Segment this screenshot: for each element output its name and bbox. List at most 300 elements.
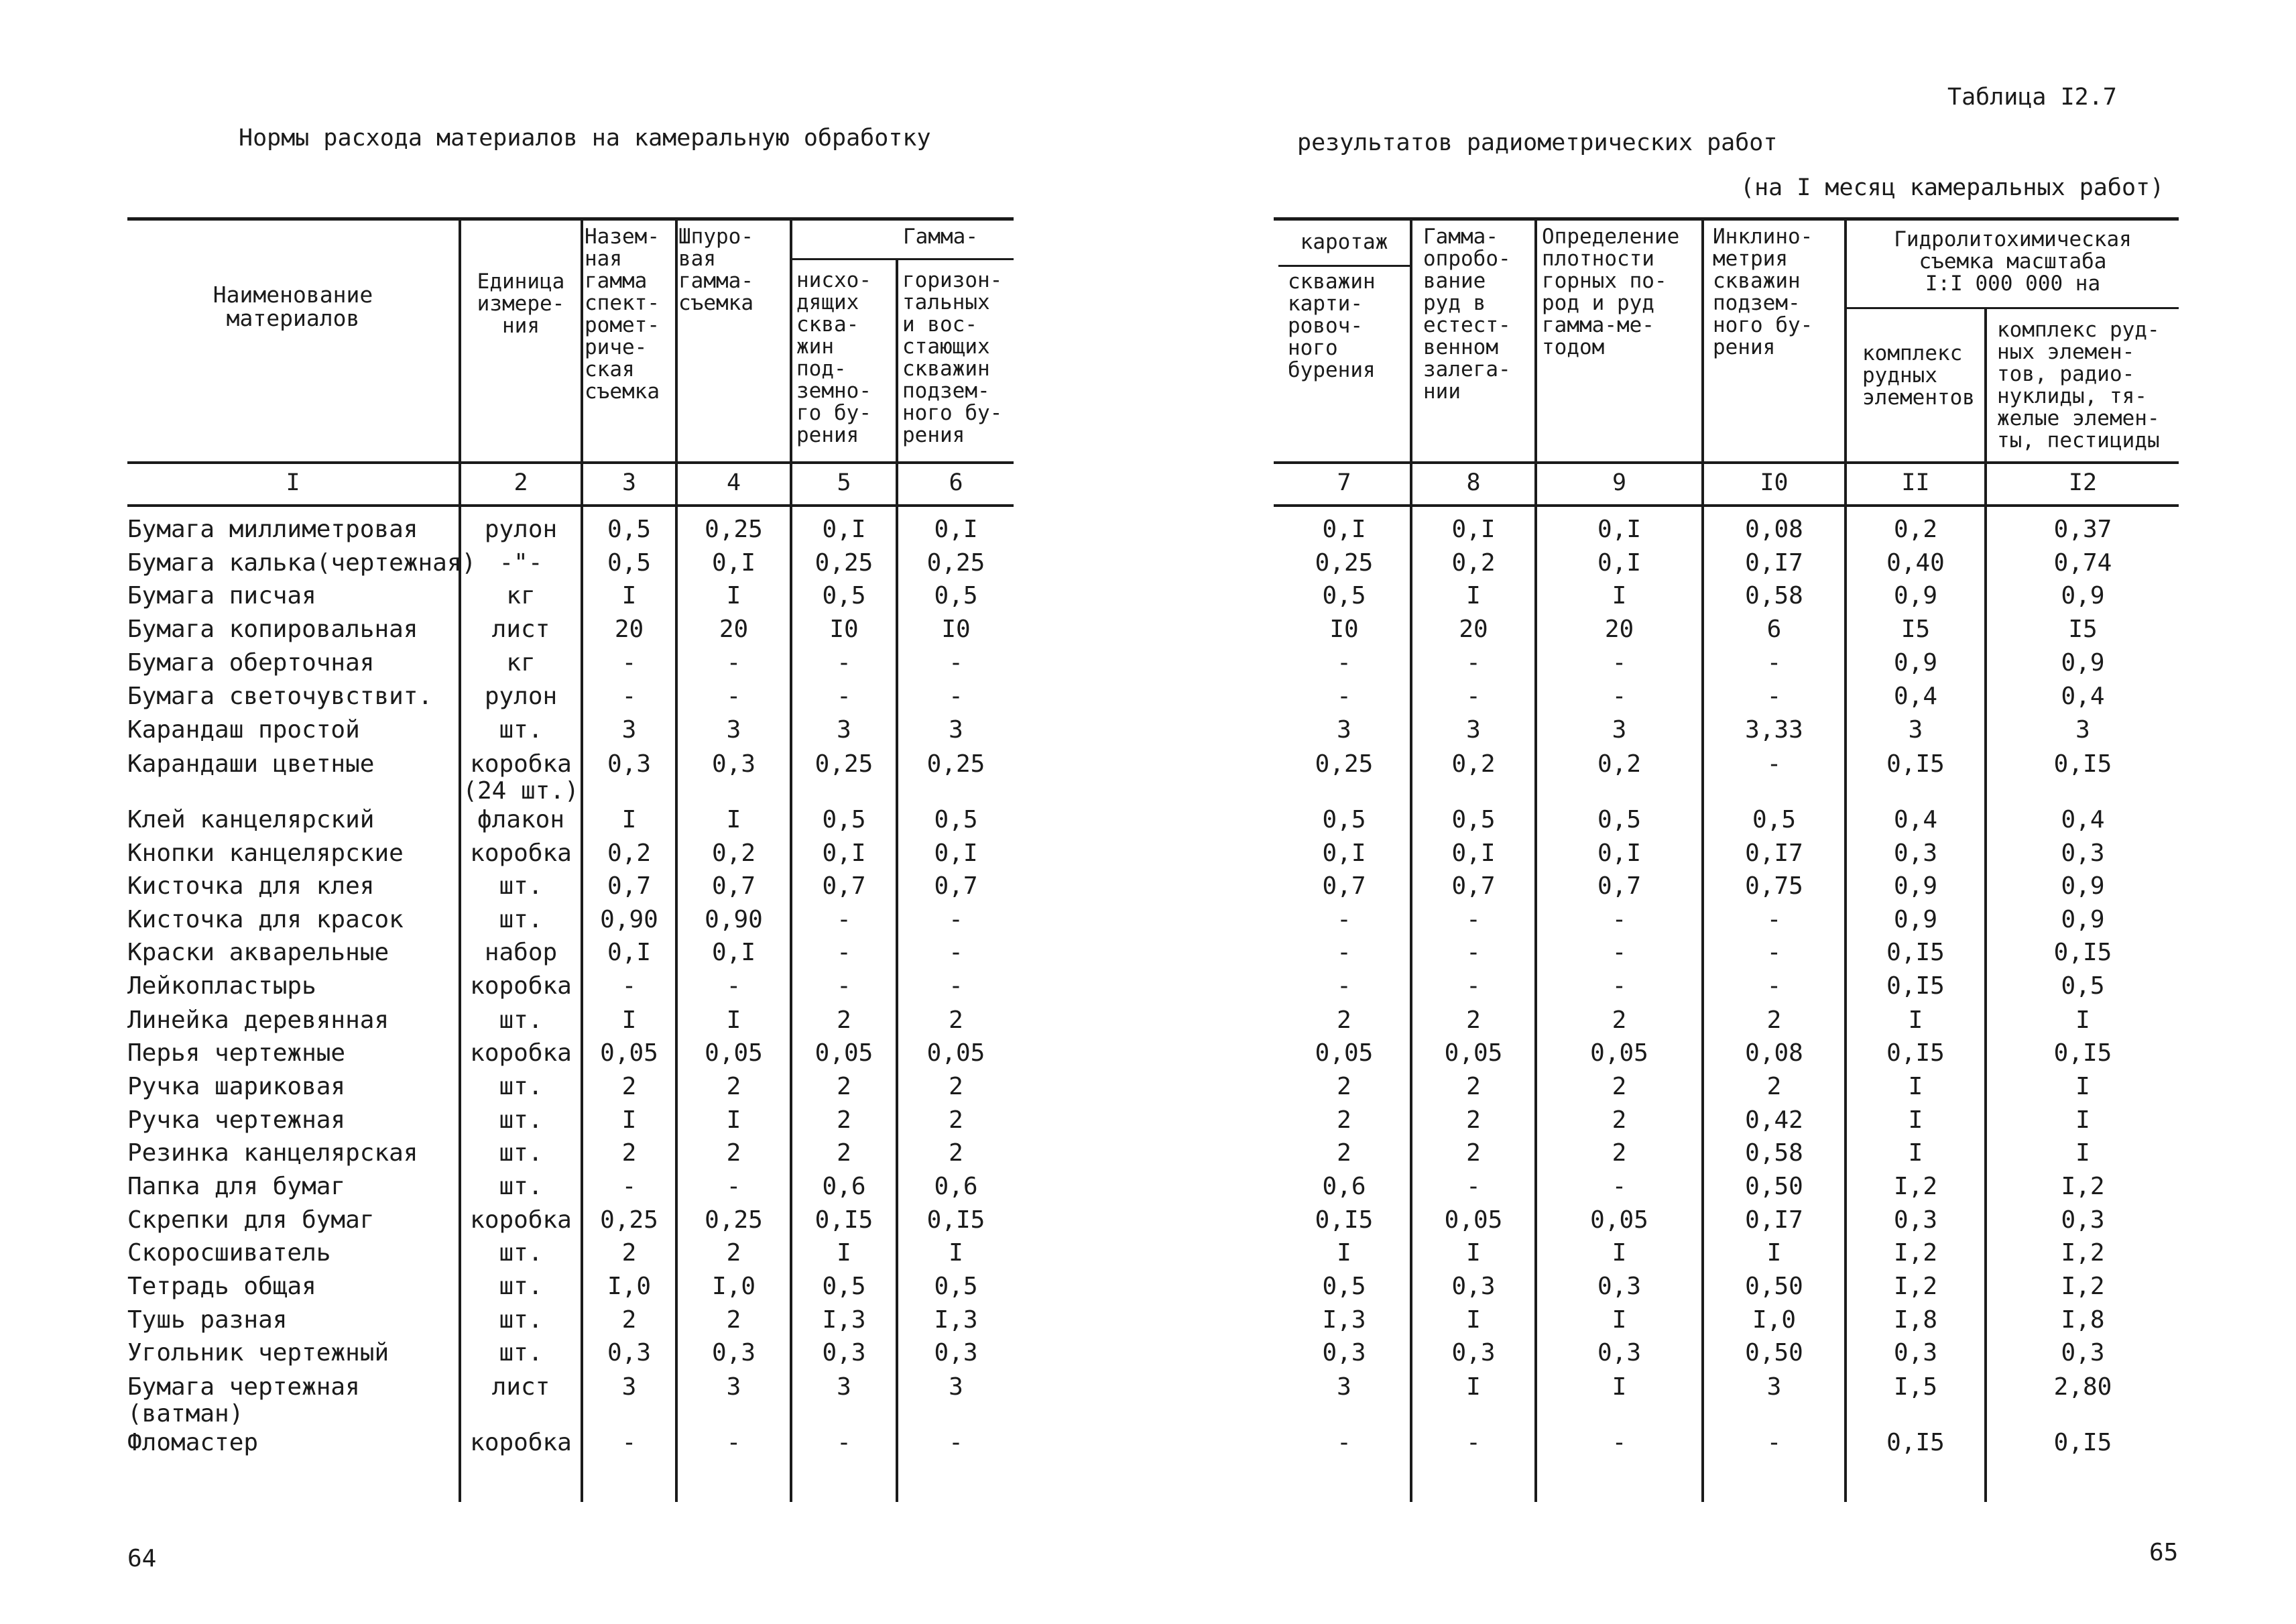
row-27-col-8: - xyxy=(1466,1429,1481,1456)
row-2-col-9: 0,I xyxy=(1597,549,1642,577)
col-number-11: II xyxy=(1901,469,1930,496)
row-18-name: Ручка чертежная xyxy=(127,1106,346,1134)
row-11-col-7: 0,7 xyxy=(1322,872,1366,900)
row-2-name: Бумага калька(чертежная) xyxy=(127,549,477,577)
row-19-name: Резинка канцелярская xyxy=(127,1139,418,1167)
row-17-col-9: 2 xyxy=(1612,1073,1627,1100)
row-13-col-6: - xyxy=(949,939,963,966)
row-5-name: Бумага оберточная xyxy=(127,649,375,677)
row-21-col-6: 0,I5 xyxy=(926,1206,985,1234)
row-6-unit: рулон xyxy=(484,683,558,710)
row-21-col-3: 0,25 xyxy=(600,1206,658,1234)
row-18-unit: шт. xyxy=(499,1106,543,1134)
row-23-col-12: I,2 xyxy=(2061,1273,2105,1300)
left-number-rule xyxy=(127,504,1014,507)
row-5-col-6: - xyxy=(949,649,963,677)
row-15-col-5: 2 xyxy=(837,1006,851,1034)
row-25-col-7: 0,3 xyxy=(1322,1339,1366,1367)
header-hydro: Гидролитохимическая съемка масштаба I:I 000 000 на xyxy=(1894,227,2132,296)
row-25-col-9: 0,3 xyxy=(1597,1339,1642,1367)
header-gamma: Гамма- xyxy=(903,225,978,249)
row-7-col-8: 3 xyxy=(1466,716,1481,744)
row-2-col-5: 0,25 xyxy=(814,549,873,577)
row-18-col-10: 0,42 xyxy=(1745,1106,1803,1134)
left-gamma-rule xyxy=(790,258,1014,260)
row-19-col-8: 2 xyxy=(1466,1139,1481,1167)
row-15-col-10: 2 xyxy=(1766,1006,1782,1034)
row-23-col-5: 0,5 xyxy=(822,1273,866,1300)
row-1-col-4: 0,25 xyxy=(705,516,763,543)
row-24-col-3: 2 xyxy=(621,1306,637,1334)
row-15-name: Линейка деревянная xyxy=(127,1006,389,1034)
row-2-col-7: 0,25 xyxy=(1315,549,1374,577)
row-11-name: Кисточка для клея xyxy=(127,872,375,900)
row-18-col-8: 2 xyxy=(1466,1106,1481,1134)
row-27-col-11: 0,I5 xyxy=(1886,1429,1945,1456)
row-18-col-6: 2 xyxy=(949,1106,963,1134)
row-10-col-11: 0,3 xyxy=(1893,839,1938,867)
row-7-col-6: 3 xyxy=(949,716,963,744)
row-7-name: Карандаш простой xyxy=(127,716,360,744)
row-7-unit: шт. xyxy=(499,716,543,744)
row-23-col-3: I,0 xyxy=(607,1273,652,1300)
row-21-unit: коробка xyxy=(470,1206,572,1234)
row-20-col-8: - xyxy=(1466,1173,1481,1200)
row-27-unit: коробка xyxy=(470,1429,572,1456)
row-20-col-9: - xyxy=(1612,1173,1627,1200)
row-24-col-6: I,3 xyxy=(934,1306,978,1334)
row-19-col-6: 2 xyxy=(949,1139,963,1167)
row-6-col-11: 0,4 xyxy=(1893,683,1938,710)
row-10-col-4: 0,2 xyxy=(711,839,756,867)
row-19-col-10: 0,58 xyxy=(1745,1139,1803,1167)
row-24-col-12: I,8 xyxy=(2061,1306,2105,1334)
row-20-name: Папка для бумаг xyxy=(127,1173,346,1200)
row-10-col-7: 0,I xyxy=(1322,839,1366,867)
row-6-col-7: - xyxy=(1337,683,1351,710)
row-2-col-4: 0,I xyxy=(711,549,756,577)
row-4-col-11: I5 xyxy=(1900,616,1931,643)
row-9-col-8: 0,5 xyxy=(1451,806,1496,833)
row-18-col-11: I xyxy=(1908,1106,1923,1134)
row-16-col-8: 0,05 xyxy=(1444,1039,1503,1067)
row-15-col-7: 2 xyxy=(1337,1006,1351,1034)
row-23-name: Тетрадь общая xyxy=(127,1273,316,1300)
row-4-col-5: I0 xyxy=(829,616,859,643)
row-4-col-4: 20 xyxy=(719,616,749,643)
row-12-name: Кисточка для красок xyxy=(127,906,404,933)
row-17-col-6: 2 xyxy=(949,1073,963,1100)
row-16-col-12: 0,I5 xyxy=(2053,1039,2112,1067)
row-5-col-7: - xyxy=(1337,649,1351,677)
row-22-col-3: 2 xyxy=(621,1239,637,1267)
row-15-col-12: I xyxy=(2075,1006,2090,1034)
row-14-col-10: - xyxy=(1766,972,1782,1000)
row-14-col-8: - xyxy=(1466,972,1481,1000)
row-8-col-4: 0,3 xyxy=(711,750,756,778)
row-20-col-6: 0,6 xyxy=(934,1173,978,1200)
row-3-col-11: 0,9 xyxy=(1893,582,1938,610)
row-20-col-12: I,2 xyxy=(2061,1173,2105,1200)
row-5-col-3: - xyxy=(621,649,637,677)
row-10-col-10: 0,I7 xyxy=(1745,839,1803,867)
header-c8: Гамма- опробо- вание руд в естест- венном залега- нии xyxy=(1423,225,1511,404)
row-20-col-7: 0,6 xyxy=(1322,1173,1366,1200)
row-22-col-12: I,2 xyxy=(2061,1239,2105,1267)
row-14-col-4: - xyxy=(726,972,741,1000)
row-4-col-6: I0 xyxy=(941,616,971,643)
row-19-col-11: I xyxy=(1908,1139,1923,1167)
row-24-col-10: I,0 xyxy=(1752,1306,1797,1334)
row-11-unit: шт. xyxy=(499,872,543,900)
row-3-name: Бумага писчая xyxy=(127,582,316,610)
row-21-col-12: 0,3 xyxy=(2061,1206,2105,1234)
row-3-col-6: 0,5 xyxy=(934,582,978,610)
row-6-col-10: - xyxy=(1766,683,1782,710)
row-13-name: Краски акварельные xyxy=(127,939,389,966)
col-number-10: I0 xyxy=(1760,469,1789,496)
row-8-col-12: 0,I5 xyxy=(2053,750,2112,778)
row-25-col-12: 0,3 xyxy=(2061,1339,2105,1367)
row-15-col-4: I xyxy=(726,1006,741,1034)
row-3-unit: кг xyxy=(506,582,536,610)
title-right: результатов радиометрических работ xyxy=(1297,129,1778,156)
row-16-col-10: 0,08 xyxy=(1745,1039,1803,1067)
row-3-col-7: 0,5 xyxy=(1322,582,1366,610)
row-12-col-11: 0,9 xyxy=(1893,906,1938,933)
row-21-name: Скрепки для бумаг xyxy=(127,1206,375,1234)
row-1-name: Бумага миллиметровая xyxy=(127,516,418,543)
row-16-col-11: 0,I5 xyxy=(1886,1039,1945,1067)
left-header-rule xyxy=(127,461,1014,464)
row-1-col-3: 0,5 xyxy=(607,516,652,543)
row-16-name: Перья чертежные xyxy=(127,1039,346,1067)
row-21-col-8: 0,05 xyxy=(1444,1206,1503,1234)
row-9-unit: флакон xyxy=(477,806,565,833)
row-5-col-12: 0,9 xyxy=(2061,649,2105,677)
row-1-col-9: 0,I xyxy=(1597,516,1642,543)
row-3-col-4: I xyxy=(726,582,741,610)
header-c3: Назем- ная гамма спект- ромет- риче- ская съемка xyxy=(585,225,660,404)
row-8-col-10: - xyxy=(1766,750,1782,778)
row-26-col-3: 3 xyxy=(621,1373,637,1401)
row-10-col-3: 0,2 xyxy=(607,839,652,867)
row-17-col-5: 2 xyxy=(837,1073,851,1100)
row-8-col-8: 0,2 xyxy=(1451,750,1496,778)
row-5-col-4: - xyxy=(726,649,741,677)
row-13-col-11: 0,I5 xyxy=(1886,939,1945,966)
row-26-unit: лист xyxy=(491,1373,550,1401)
row-23-col-8: 0,3 xyxy=(1451,1273,1496,1300)
row-27-col-6: - xyxy=(949,1429,963,1456)
row-16-col-5: 0,05 xyxy=(814,1039,873,1067)
row-8-name: Карандаши цветные xyxy=(127,750,375,778)
row-8-col-9: 0,2 xyxy=(1597,750,1642,778)
row-24-col-4: 2 xyxy=(726,1306,741,1334)
row-1-col-8: 0,I xyxy=(1451,516,1496,543)
row-3-col-8: I xyxy=(1466,582,1481,610)
row-11-col-6: 0,7 xyxy=(934,872,978,900)
row-19-col-3: 2 xyxy=(621,1139,637,1167)
row-23-col-6: 0,5 xyxy=(934,1273,978,1300)
row-21-col-10: 0,I7 xyxy=(1745,1206,1803,1234)
row-17-col-10: 2 xyxy=(1766,1073,1782,1100)
col-number-1: I xyxy=(286,469,300,496)
row-9-col-4: I xyxy=(726,806,741,833)
row-6-col-6: - xyxy=(949,683,963,710)
page-number-right: 65 xyxy=(2149,1539,2179,1566)
header-c5: нисхо- дящих сква- жин под- земно- го бу- рения xyxy=(796,268,871,447)
col-number-8: 8 xyxy=(1466,469,1481,496)
left-top-rule xyxy=(127,217,1014,221)
row-9-col-11: 0,4 xyxy=(1893,806,1938,833)
header-c11: комплекс рудных элементов xyxy=(1862,341,1975,410)
title-left: Нормы расхода материалов на камеральную обработку xyxy=(239,125,931,152)
row-1-col-6: 0,I xyxy=(934,516,978,543)
row-6-col-5: - xyxy=(837,683,851,710)
row-4-col-10: 6 xyxy=(1766,616,1782,643)
row-21-col-9: 0,05 xyxy=(1590,1206,1648,1234)
row-26-col-8: I xyxy=(1466,1373,1481,1401)
row-4-col-9: 20 xyxy=(1604,616,1634,643)
row-20-unit: шт. xyxy=(499,1173,543,1200)
row-27-col-5: - xyxy=(837,1429,851,1456)
row-9-col-12: 0,4 xyxy=(2061,806,2105,833)
row-17-col-12: I xyxy=(2075,1073,2090,1100)
row-10-name: Кнопки канцелярские xyxy=(127,839,404,867)
row-27-col-7: - xyxy=(1337,1429,1351,1456)
row-2-unit: -"- xyxy=(499,549,543,577)
row-5-col-10: - xyxy=(1766,649,1782,677)
row-11-col-8: 0,7 xyxy=(1451,872,1496,900)
row-12-col-5: - xyxy=(837,906,851,933)
row-22-col-6: I xyxy=(949,1239,963,1267)
row-7-col-10: 3,33 xyxy=(1745,716,1803,744)
row-20-col-11: I,2 xyxy=(1893,1173,1938,1200)
row-23-col-10: 0,50 xyxy=(1745,1273,1803,1300)
subtitle: (на I месяц камеральных работ) xyxy=(1740,174,2165,201)
row-12-unit: шт. xyxy=(499,906,543,933)
row-2-col-11: 0,40 xyxy=(1886,549,1945,577)
row-6-col-9: - xyxy=(1612,683,1627,710)
row-15-col-6: 2 xyxy=(949,1006,963,1034)
row-8-col-6: 0,25 xyxy=(926,750,985,778)
row-14-col-6: - xyxy=(949,972,963,1000)
row-13-col-7: - xyxy=(1337,939,1351,966)
row-1-unit: рулон xyxy=(484,516,558,543)
row-6-col-4: - xyxy=(726,683,741,710)
row-14-col-7: - xyxy=(1337,972,1351,1000)
row-11-col-4: 0,7 xyxy=(711,872,756,900)
row-23-unit: шт. xyxy=(499,1273,543,1300)
header-c6: горизон- тальных и вос- стающих скважин подзем- ного бу- рения xyxy=(902,268,1003,447)
row-2-col-10: 0,I7 xyxy=(1745,549,1803,577)
row-7-col-11: 3 xyxy=(1908,716,1923,744)
col-number-5: 5 xyxy=(837,469,851,496)
row-7-col-3: 3 xyxy=(621,716,637,744)
row-11-col-3: 0,7 xyxy=(607,872,652,900)
row-12-col-8: - xyxy=(1466,906,1481,933)
row-11-col-10: 0,75 xyxy=(1745,872,1803,900)
row-12-col-9: - xyxy=(1612,906,1627,933)
col-number-6: 6 xyxy=(949,469,963,496)
row-14-col-5: - xyxy=(837,972,851,1000)
row-16-col-3: 0,05 xyxy=(600,1039,658,1067)
row-13-unit: набор xyxy=(484,939,558,966)
row-4-col-12: I5 xyxy=(2068,616,2098,643)
row-22-col-4: 2 xyxy=(726,1239,741,1267)
header-name: Наименование материалов xyxy=(213,282,373,331)
row-7-col-5: 3 xyxy=(837,716,851,744)
row-14-col-9: - xyxy=(1612,972,1627,1000)
row-24-col-5: I,3 xyxy=(822,1306,866,1334)
row-22-col-10: I xyxy=(1766,1239,1782,1267)
row-10-col-9: 0,I xyxy=(1597,839,1642,867)
row-15-col-11: I xyxy=(1908,1006,1923,1034)
row-17-col-11: I xyxy=(1908,1073,1923,1100)
row-9-col-5: 0,5 xyxy=(822,806,866,833)
row-9-col-9: 0,5 xyxy=(1597,806,1642,833)
row-18-col-5: 2 xyxy=(837,1106,851,1134)
row-6-col-12: 0,4 xyxy=(2061,683,2105,710)
row-12-col-4: 0,90 xyxy=(705,906,763,933)
row-27-col-9: - xyxy=(1612,1429,1627,1456)
row-15-col-9: 2 xyxy=(1612,1006,1627,1034)
row-14-name: Лейкопластырь xyxy=(127,972,316,1000)
row-10-col-12: 0,3 xyxy=(2061,839,2105,867)
row-8-col-5: 0,25 xyxy=(814,750,873,778)
row-27-col-10: - xyxy=(1766,1429,1782,1456)
row-14-col-12: 0,5 xyxy=(2061,972,2105,1000)
row-26-col-12: 2,80 xyxy=(2053,1373,2112,1401)
row-11-col-9: 0,7 xyxy=(1597,872,1642,900)
row-25-name: Угольник чертежный xyxy=(127,1339,389,1367)
row-17-col-8: 2 xyxy=(1466,1073,1481,1100)
row-10-unit: коробка xyxy=(470,839,572,867)
row-22-col-7: I xyxy=(1337,1239,1351,1267)
row-18-col-9: 2 xyxy=(1612,1106,1627,1134)
row-22-col-9: I xyxy=(1612,1239,1627,1267)
col-number-3: 3 xyxy=(621,469,637,496)
row-9-col-10: 0,5 xyxy=(1752,806,1797,833)
row-16-col-7: 0,05 xyxy=(1315,1039,1374,1067)
row-16-col-4: 0,05 xyxy=(705,1039,763,1067)
row-21-col-5: 0,I5 xyxy=(814,1206,873,1234)
row-12-col-12: 0,9 xyxy=(2061,906,2105,933)
row-13-col-5: - xyxy=(837,939,851,966)
row-21-col-7: 0,I5 xyxy=(1315,1206,1374,1234)
row-5-col-9: - xyxy=(1612,649,1627,677)
row-25-col-3: 0,3 xyxy=(607,1339,652,1367)
row-4-col-3: 20 xyxy=(614,616,644,643)
row-25-col-8: 0,3 xyxy=(1451,1339,1496,1367)
row-10-col-5: 0,I xyxy=(822,839,866,867)
row-3-col-3: I xyxy=(621,582,637,610)
row-7-col-9: 3 xyxy=(1612,716,1627,744)
row-12-col-7: - xyxy=(1337,906,1351,933)
header-c4: Шпуро- вая гамма- съемка xyxy=(678,225,753,315)
row-15-col-3: I xyxy=(621,1006,637,1034)
row-21-col-4: 0,25 xyxy=(705,1206,763,1234)
row-1-col-5: 0,I xyxy=(822,516,866,543)
row-1-col-7: 0,I xyxy=(1322,516,1366,543)
right-karotazh-rule xyxy=(1278,265,1410,267)
row-9-name: Клей канцелярский xyxy=(127,806,375,833)
row-9-col-6: 0,5 xyxy=(934,806,978,833)
row-13-col-12: 0,I5 xyxy=(2053,939,2112,966)
row-26-col-10: 3 xyxy=(1766,1373,1782,1401)
table-label: Таблица I2.7 xyxy=(1947,84,2117,111)
row-9-col-3: I xyxy=(621,806,637,833)
row-5-col-8: - xyxy=(1466,649,1481,677)
row-2-col-3: 0,5 xyxy=(607,549,652,577)
row-2-col-8: 0,2 xyxy=(1451,549,1496,577)
row-18-col-3: I xyxy=(621,1106,637,1134)
row-22-col-5: I xyxy=(837,1239,851,1267)
row-6-col-8: - xyxy=(1466,683,1481,710)
row-27-name: Фломастер xyxy=(127,1429,259,1456)
row-9-col-7: 0,5 xyxy=(1322,806,1366,833)
row-23-col-7: 0,5 xyxy=(1322,1273,1366,1300)
row-18-col-4: I xyxy=(726,1106,741,1134)
row-16-unit: коробка xyxy=(470,1039,572,1067)
row-19-col-12: I xyxy=(2075,1139,2090,1167)
row-6-col-3: - xyxy=(621,683,637,710)
row-24-col-7: I,3 xyxy=(1322,1306,1366,1334)
row-19-col-7: 2 xyxy=(1337,1139,1351,1167)
row-6-name: Бумага светочувствит. xyxy=(127,683,433,710)
col-number-9: 9 xyxy=(1612,469,1627,496)
row-25-col-10: 0,50 xyxy=(1745,1339,1803,1367)
row-25-col-11: 0,3 xyxy=(1893,1339,1938,1367)
row-26-name: Бумага чертежная (ватман) xyxy=(127,1373,360,1428)
row-19-col-5: 2 xyxy=(837,1139,851,1167)
header-c9: Определение плотности горных по- род и руд гамма-ме- тодом xyxy=(1542,225,1680,359)
row-16-col-6: 0,05 xyxy=(926,1039,985,1067)
row-22-col-11: I,2 xyxy=(1893,1239,1938,1267)
row-10-col-8: 0,I xyxy=(1451,839,1496,867)
row-7-col-7: 3 xyxy=(1337,716,1351,744)
row-4-col-8: 20 xyxy=(1459,616,1488,643)
row-17-name: Ручка шариковая xyxy=(127,1073,346,1100)
row-10-col-6: 0,I xyxy=(934,839,978,867)
row-20-col-5: 0,6 xyxy=(822,1173,866,1200)
row-17-col-4: 2 xyxy=(726,1073,741,1100)
header-karotazh: каротаж xyxy=(1300,230,1388,254)
row-19-col-9: 2 xyxy=(1612,1139,1627,1167)
row-5-unit: кг xyxy=(506,649,536,677)
row-12-col-6: - xyxy=(949,906,963,933)
row-27-col-3: - xyxy=(621,1429,637,1456)
row-26-col-11: I,5 xyxy=(1893,1373,1938,1401)
row-20-col-4: - xyxy=(726,1173,741,1200)
row-22-unit: шт. xyxy=(499,1239,543,1267)
row-7-col-12: 3 xyxy=(2075,716,2090,744)
row-5-col-5: - xyxy=(837,649,851,677)
row-8-unit: коробка (24 шт.) xyxy=(463,750,579,805)
row-26-col-5: 3 xyxy=(837,1373,851,1401)
row-8-col-11: 0,I5 xyxy=(1886,750,1945,778)
row-13-col-9: - xyxy=(1612,939,1627,966)
row-3-col-10: 0,58 xyxy=(1745,582,1803,610)
row-13-col-3: 0,I xyxy=(607,939,652,966)
row-25-unit: шт. xyxy=(499,1339,543,1367)
row-4-name: Бумага копировальная xyxy=(127,616,418,643)
row-2-col-12: 0,74 xyxy=(2053,549,2112,577)
row-17-col-7: 2 xyxy=(1337,1073,1351,1100)
row-25-col-6: 0,3 xyxy=(934,1339,978,1367)
row-23-col-11: I,2 xyxy=(1893,1273,1938,1300)
